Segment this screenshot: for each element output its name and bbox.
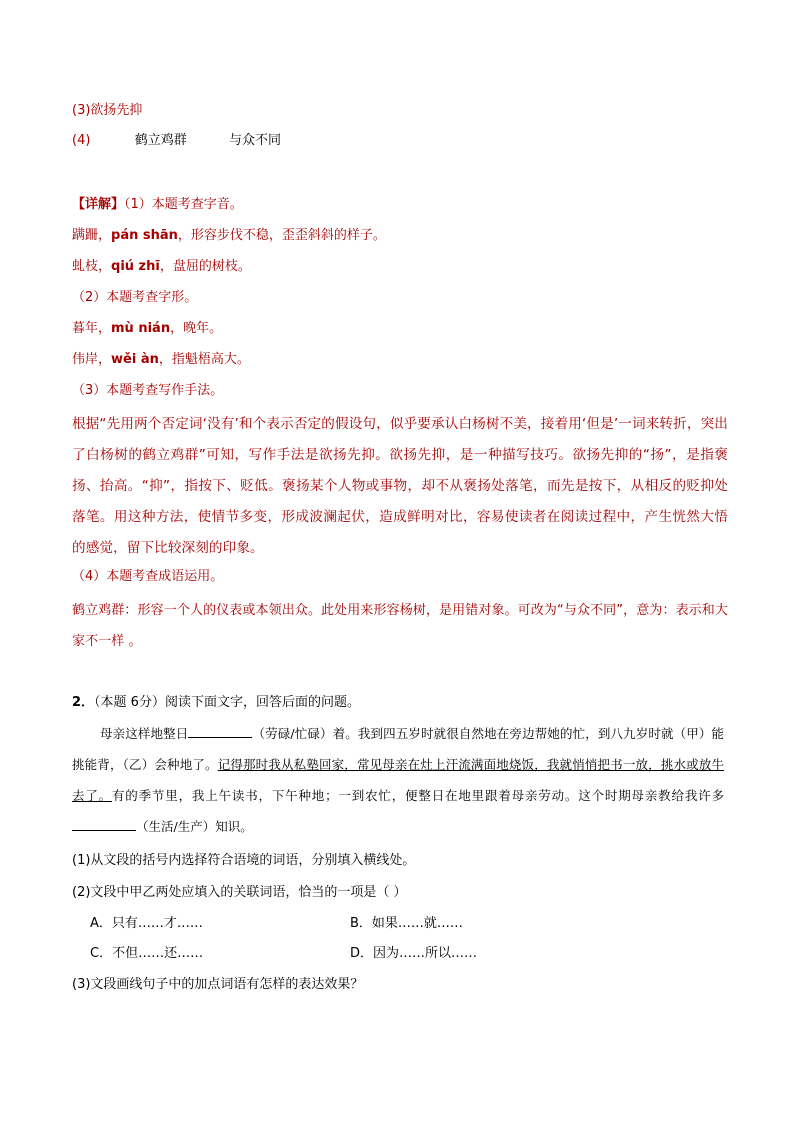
option-d[interactable]: D．因为……所以…… — [350, 946, 478, 961]
detail-q4: （4）本题考查成语运用。 — [72, 569, 224, 584]
word-term: 虬枝， — [72, 259, 112, 274]
option-a[interactable]: A．只有……才…… — [90, 916, 203, 931]
word-pinyin: pán shān — [111, 228, 178, 243]
passage-part-1: 母亲这样地整日 — [100, 726, 189, 741]
word-meaning: ，指魁梧高大。 — [158, 352, 250, 367]
detail-q2: （2）本题考查字形。 — [72, 290, 198, 305]
answer-3: (3)欲扬先抑 — [72, 103, 143, 118]
word-term: 伟岸， — [72, 352, 112, 367]
sub-question-1: (1)从文段的括号内选择符合语境的词语，分别填入横线处。 — [72, 853, 416, 868]
question-2-title — [72, 693, 732, 713]
sub-question-3: (3)文段画线句子中的加点词语有怎样的表达效果？ — [72, 977, 364, 992]
option-c[interactable]: C．不但……还…… — [90, 946, 204, 961]
answer-4-word-1: 鹤立鸡群 — [134, 133, 187, 148]
question-instruction: 阅读下面文字，回答后面的问题。 — [164, 695, 360, 710]
detail-q3-text: 根据“先用两个否定词‘没有’和个表示否定的假设句，似乎要承认白杨树不美，接着用‘但是’一词来转折，突出了白杨树的鹤立鸡群”可知，写作手法是欲扬先抑。欲扬先抑，是一种描写技巧。欲扬先抑的“扬”，是指褒扬、抬高。“抑”，指按下、贬低。褒扬某个人物或事物，却不从褒扬处落笔，而先是按下，从相反的贬抑处落笔。用这种方法，使情节多变，形成波澜起伏，造成鲜明对比，容易使读者在阅读过程中，产生恍然大悟的感觉，留下比较深刻的印象。 — [72, 416, 728, 556]
passage-part-4: 有的季节里，我上午读书，下午种地；一到农忙，便整日在地里跟着母亲劳动。这个时期母亲教给我许多 — [111, 788, 724, 803]
detail-word-1 — [72, 226, 732, 246]
detail-word-4 — [72, 350, 732, 370]
word-term: 蹒跚， — [72, 228, 112, 243]
question-score: （本题 6分） — [94, 695, 165, 710]
sub-question-2: (2)文段中甲乙两处应填入的关联词语，恰当的一项是（ ） — [72, 885, 407, 900]
word-pinyin: wěi àn — [111, 352, 159, 367]
word-term: 暮年， — [72, 321, 112, 336]
answer-4 — [72, 131, 732, 151]
option-b[interactable]: B．如果……就…… — [350, 916, 463, 931]
detail-word-3 — [72, 319, 732, 339]
reading-passage — [72, 718, 724, 842]
answer-blank-2[interactable] — [72, 816, 136, 831]
detail-tag: 【详解】 — [72, 197, 125, 212]
question-number: 2． — [72, 695, 95, 710]
detail-q3: （3）本题考查写作手法。 — [72, 383, 224, 398]
word-pinyin: qiú zhī — [111, 259, 160, 274]
answer-4-word-2: 与众不同 — [229, 133, 282, 148]
answer-blank-1[interactable] — [188, 723, 252, 738]
passage-part-2: （劳碌/忙碌）着。我到四五岁时就很自然地在旁边帮她的忙，到八九岁时就（甲）能挑能背，（乙）会种地了。 — [72, 726, 724, 772]
word-meaning: ，形容步伐不稳，歪歪斜斜的样子。 — [177, 228, 386, 243]
word-pinyin: mù nián — [111, 321, 171, 336]
detail-q4-text: 鹤立鸡群：形容一个人的仪表或本领出众。此处用来形容杨树，是用错对象。可改为“与众不同”，意为：表示和大家不一样 。 — [72, 603, 728, 649]
word-meaning: ，盘屈的树枝。 — [159, 259, 251, 274]
detail-word-2 — [72, 257, 732, 277]
answer-4-number: (4) — [72, 133, 91, 148]
passage-part-5: （生活/生产）知识。 — [136, 819, 253, 834]
detail-heading — [72, 195, 732, 215]
underlined-sentence: 记得那时我从私塾回家，常见母亲在灶上汗流满面地烧饭，我就悄悄把书一放，挑水或放牛去了。 — [72, 757, 724, 803]
detail-q1: （1）本题考查字音。 — [124, 197, 243, 212]
word-meaning: ，晚年。 — [170, 321, 223, 336]
